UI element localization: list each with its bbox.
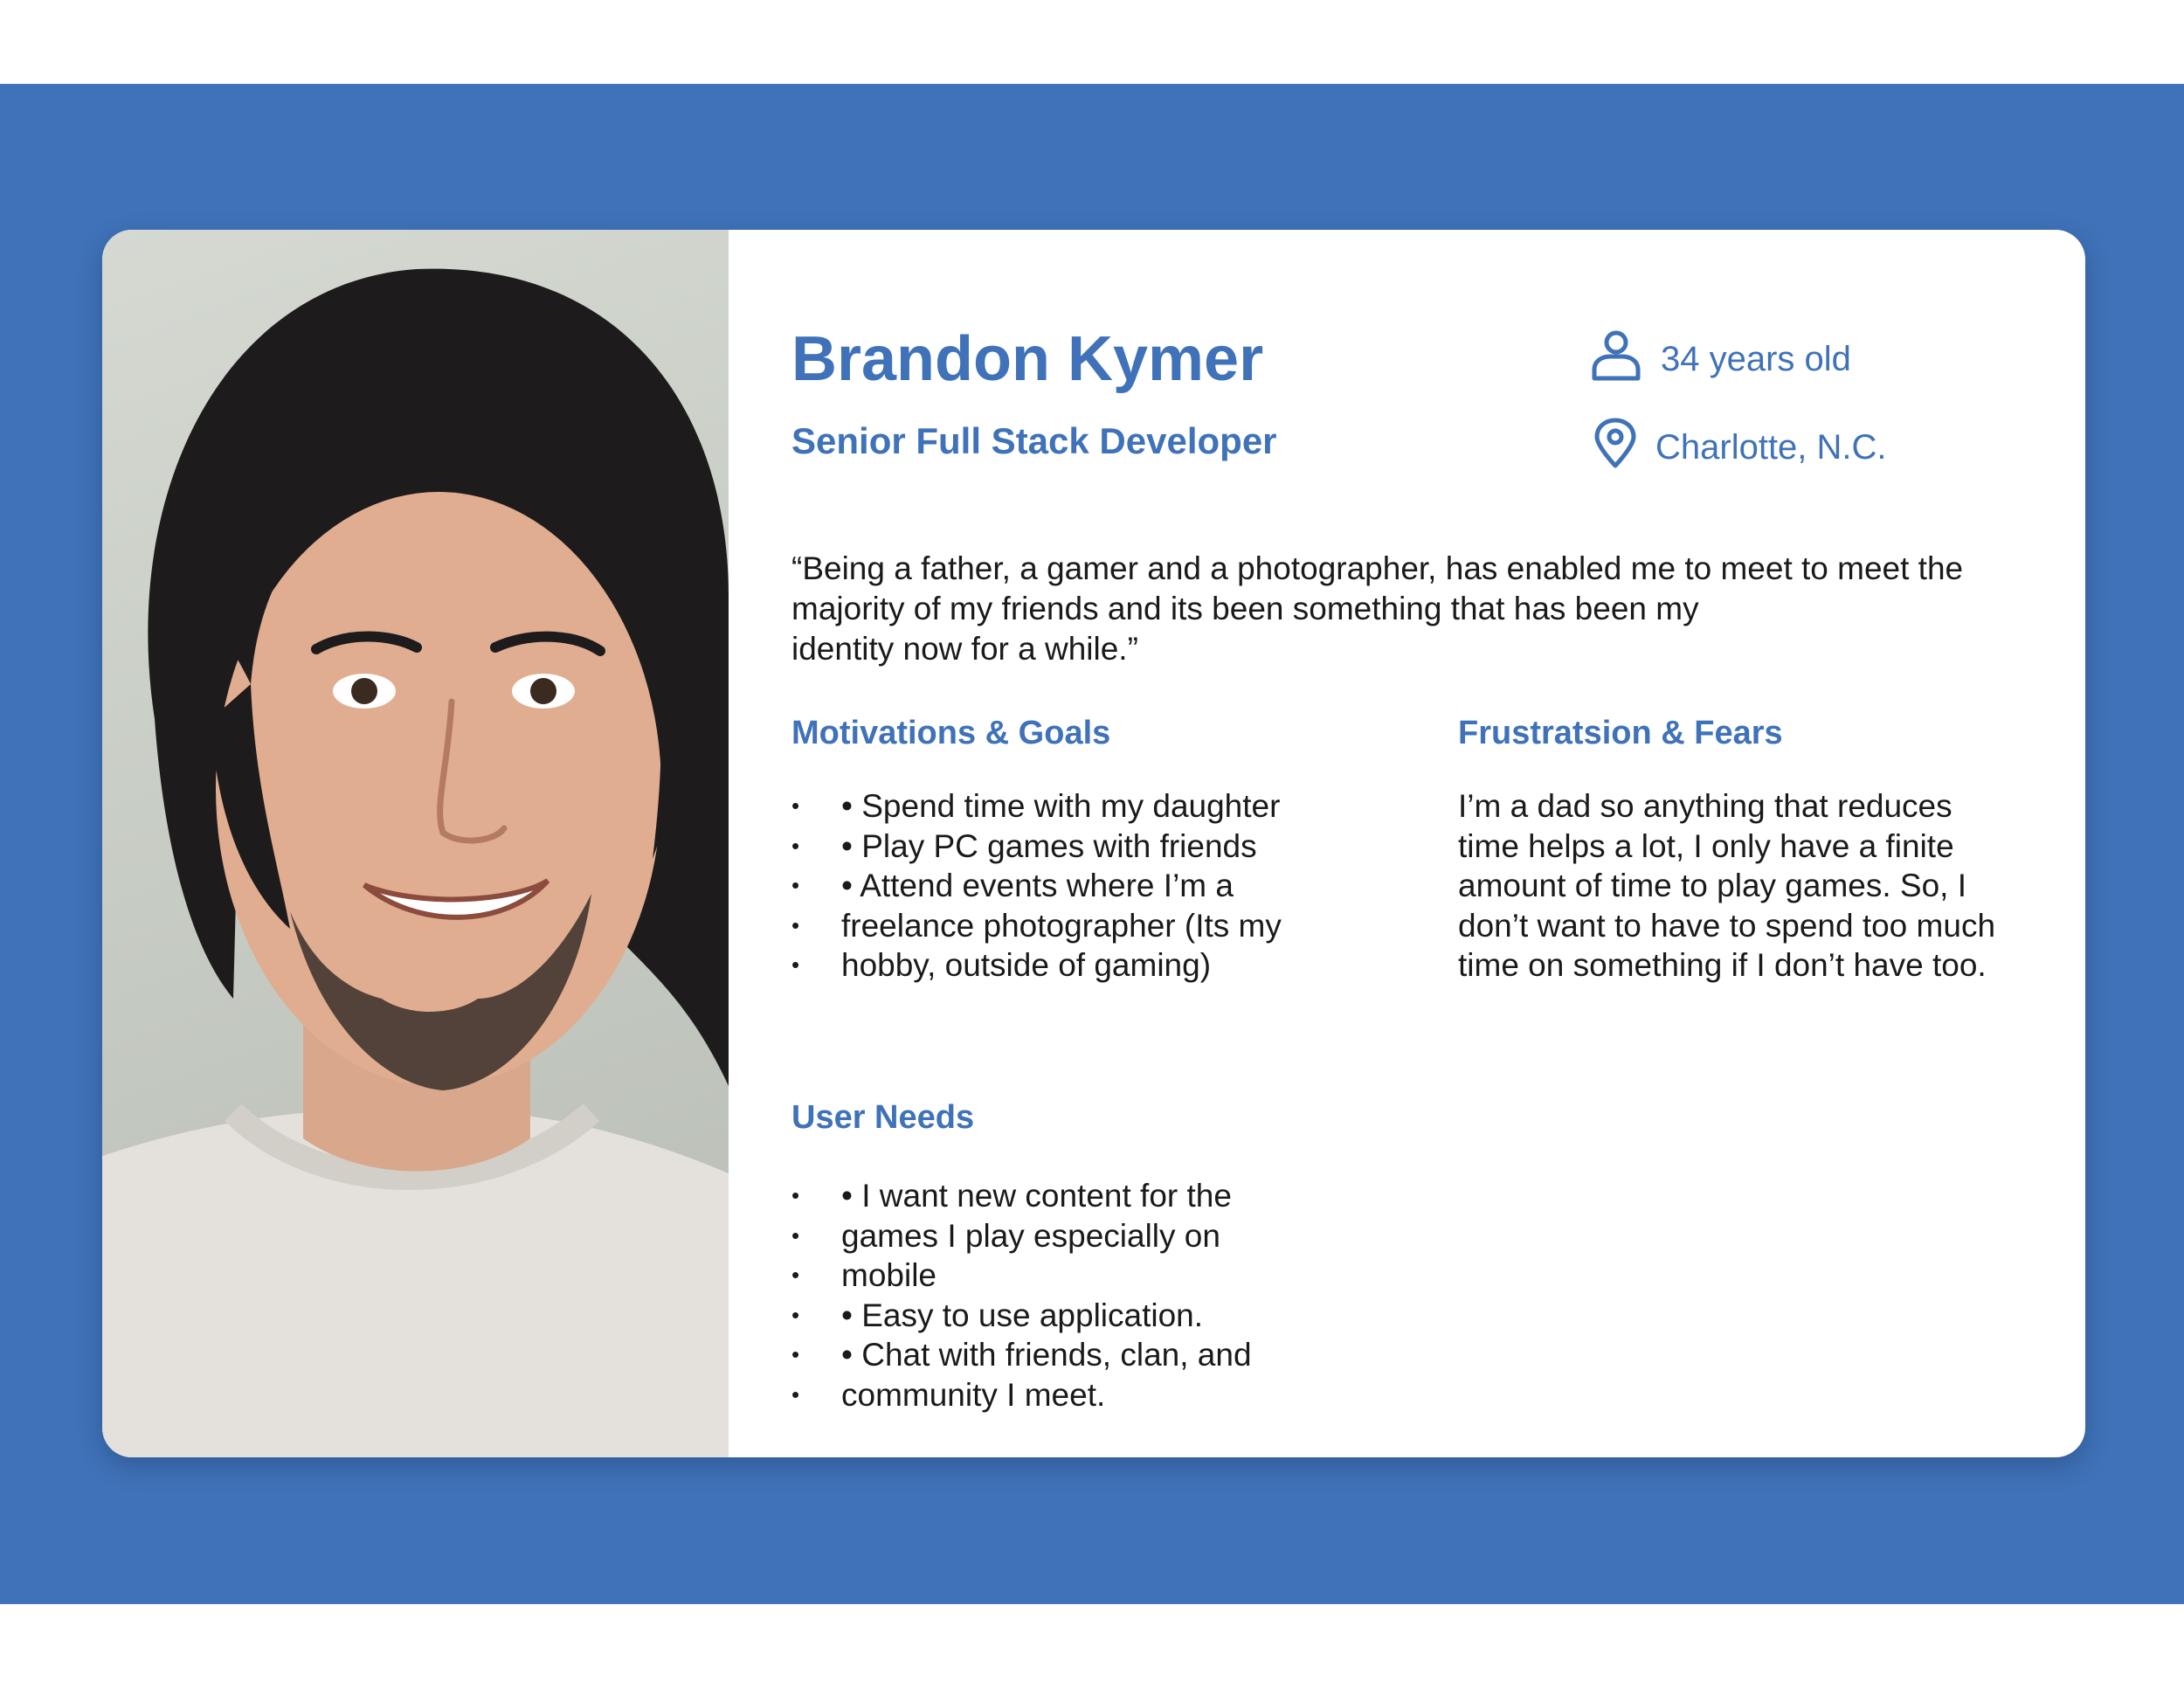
list-item: • • Chat with friends, clan, and	[791, 1335, 1252, 1375]
list-item: • • Spend time with my daughter	[791, 786, 1282, 827]
list-item: • games I play especially on	[791, 1216, 1252, 1256]
frustrations-text	[1458, 786, 2070, 986]
quote-line: “Being a father, a gamer and a photographer, has enabled me to meet to meet the	[791, 550, 1964, 586]
list-item: • • Play PC games with friends	[791, 827, 1282, 867]
persona-name: Brandon Kymer	[791, 324, 1264, 394]
list-item: • freelance photographer (Its my	[791, 906, 1282, 946]
frustrations-line: don’t want to have to spend too much	[1458, 907, 1996, 944]
frustrations-line: amount of time to play games. So, I	[1458, 868, 1967, 903]
frustrations-line: time helps a lot, I only have a finite	[1458, 827, 1954, 864]
list-item: • mobile	[791, 1256, 1252, 1296]
frustrations-line: time on something if I don’t have too.	[1458, 947, 1987, 983]
list-item: • • Attend events where I’m a	[791, 866, 1282, 906]
list-item: • • I want new content for the	[791, 1176, 1252, 1216]
user-needs-title: User Needs	[791, 1099, 975, 1136]
motivations-title: Motivations & Goals	[791, 715, 1111, 751]
list-item: • • Easy to use application.	[791, 1296, 1252, 1336]
persona-quote	[791, 549, 2067, 669]
persona-card	[102, 230, 2085, 1457]
map-pin-icon	[1593, 418, 1638, 477]
quote-line: identity now for a while.”	[791, 631, 1138, 667]
persona-photo	[102, 230, 729, 1457]
motivations-list	[791, 786, 1282, 986]
person-icon	[1589, 328, 1643, 391]
location-row	[1593, 418, 1887, 477]
frustrations-title: Frustratsion & Fears	[1458, 715, 1783, 751]
age-row	[1589, 328, 1851, 391]
age-label: 34 years old	[1661, 339, 1851, 378]
list-item: • hobby, outside of gaming)	[791, 945, 1282, 986]
quote-line: majority of my friends and its been something that has been my	[791, 591, 1699, 626]
user-needs-list	[791, 1176, 1252, 1415]
frustrations-line: I’m a dad so anything that reduces	[1458, 788, 1952, 824]
persona-job-title: Senior Full Stack Developer	[791, 420, 1277, 461]
location-label: Charlotte, N.C.	[1655, 427, 1887, 467]
list-item: • community I meet.	[791, 1375, 1252, 1415]
